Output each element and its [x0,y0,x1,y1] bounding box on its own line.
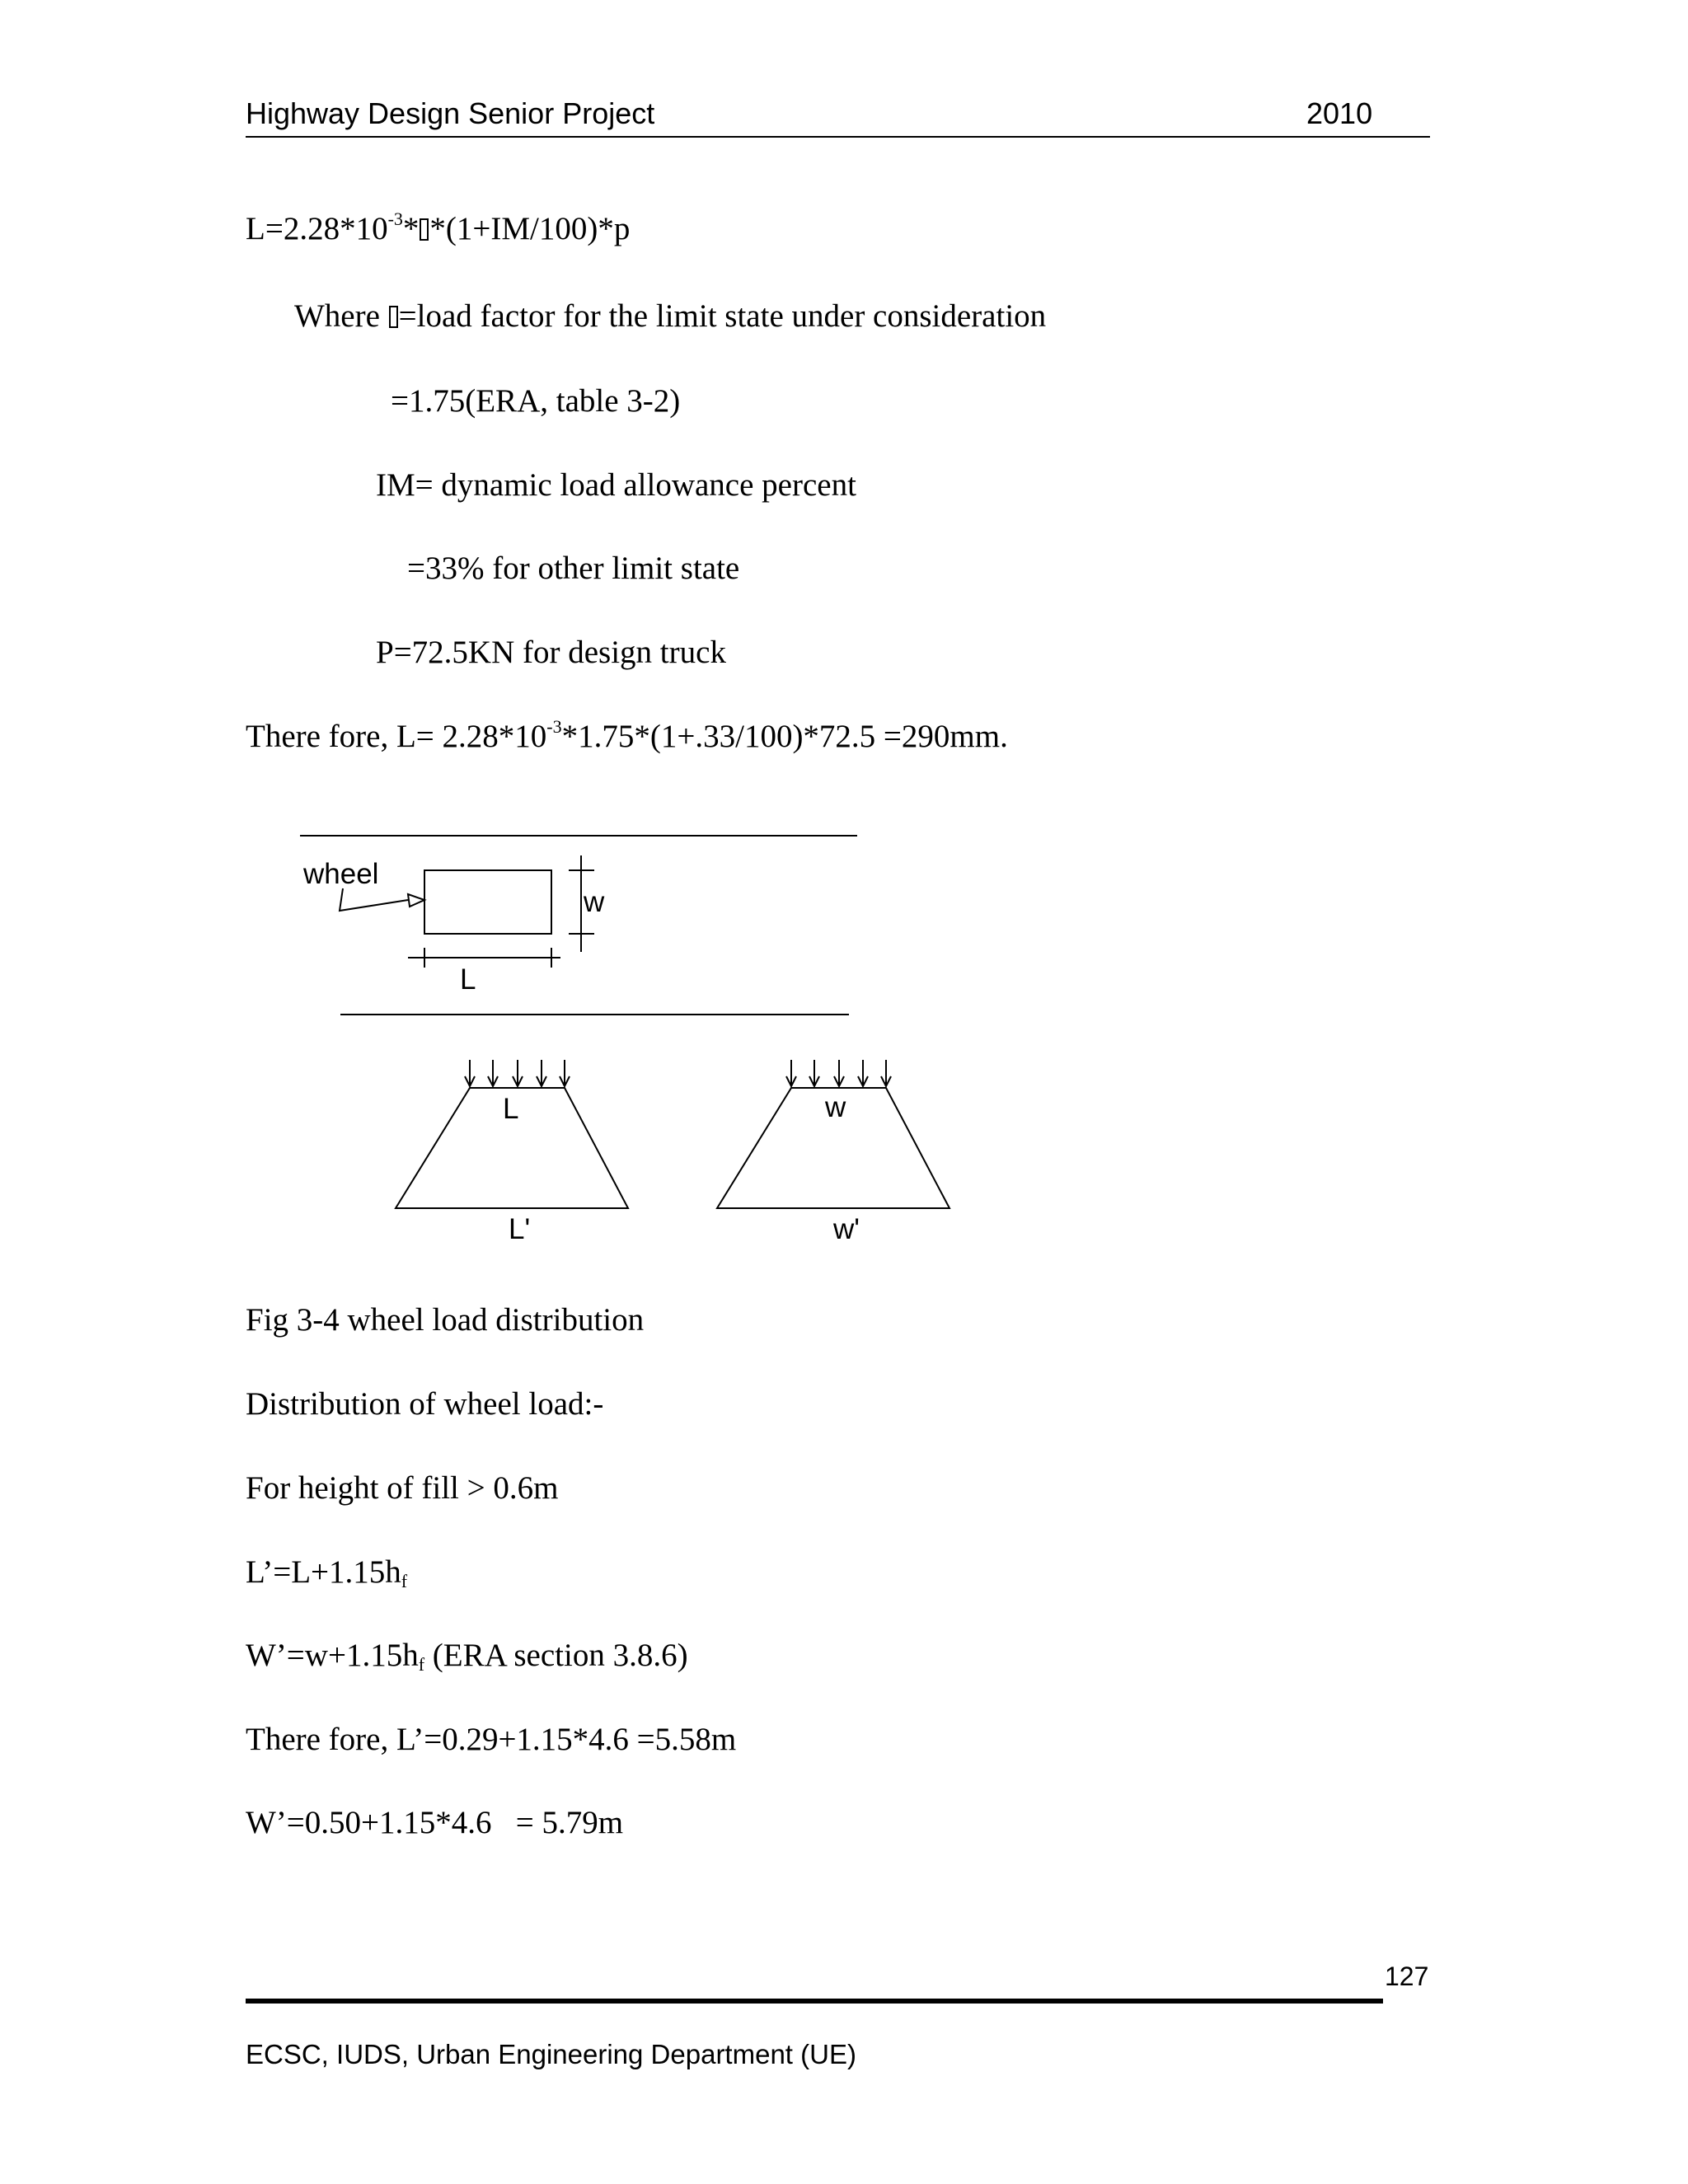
distribution-heading: Distribution of wheel load:- [246,1386,604,1422]
wheel-pointer-arrowhead [408,894,424,907]
footer-text: ECSC, IUDS, Urban Engineering Department (UE) [246,2039,856,2069]
p-definition-line: P=72.5KN for design truck [376,635,726,670]
l-prime-result: There fore, L’=0.29+1.15*4.6 =5.58m [246,1722,737,1757]
header-year: 2010 [1306,96,1373,130]
result-line: There fore, $L= 2.28*10^{-3}*1.75*(1+.33/100)*72.5 =290mm$. [246,716,1008,754]
formula-line: $L=2.28*10^{-3}*$ *(1+IM/100)*p [246,209,631,246]
wheel-label: wheel [303,858,379,890]
trapezoid-left-top-label: L [503,1093,519,1125]
where-line: Where =load factor for the limit state under consideration [294,298,1047,334]
l-prime-equation: $L’=L+1.15h_f$ [246,1554,408,1591]
footer-rule [246,1999,1383,2004]
l-dimension-label: L [460,963,476,996]
load-arrows-right [786,1060,891,1086]
trapezoid-right-bottom-label: w' [833,1213,860,1245]
load-factor-line: =1.75(ERA, table 3-2) [391,383,681,419]
header-title: Highway Design Senior Project [246,96,655,130]
w-prime-result: W’=0.50+1.15*4.6 = 5.79m [246,1805,624,1840]
trapezoid-left-bottom-label: L' [509,1213,531,1245]
im-definition-line: IM= dynamic load allowance percent [376,467,856,503]
load-arrows-left [465,1060,570,1086]
wheel-pointer-arrow [340,888,408,911]
wheel-contact-rect [424,870,551,934]
w-dimension-label: w [584,886,605,918]
trapezoid-right-top-label: w [825,1091,846,1123]
fill-condition-line: For height of fill > 0.6m [246,1470,559,1506]
figure-caption: Fig 3-4 wheel load distribution [246,1302,645,1338]
w-prime-equation: $W’=w+1.15h_f$ (ERA section 3.8.6) [246,1638,688,1675]
page-number: 127 [1385,1961,1429,1991]
im-value-line: =33% for other limit state [407,551,740,586]
